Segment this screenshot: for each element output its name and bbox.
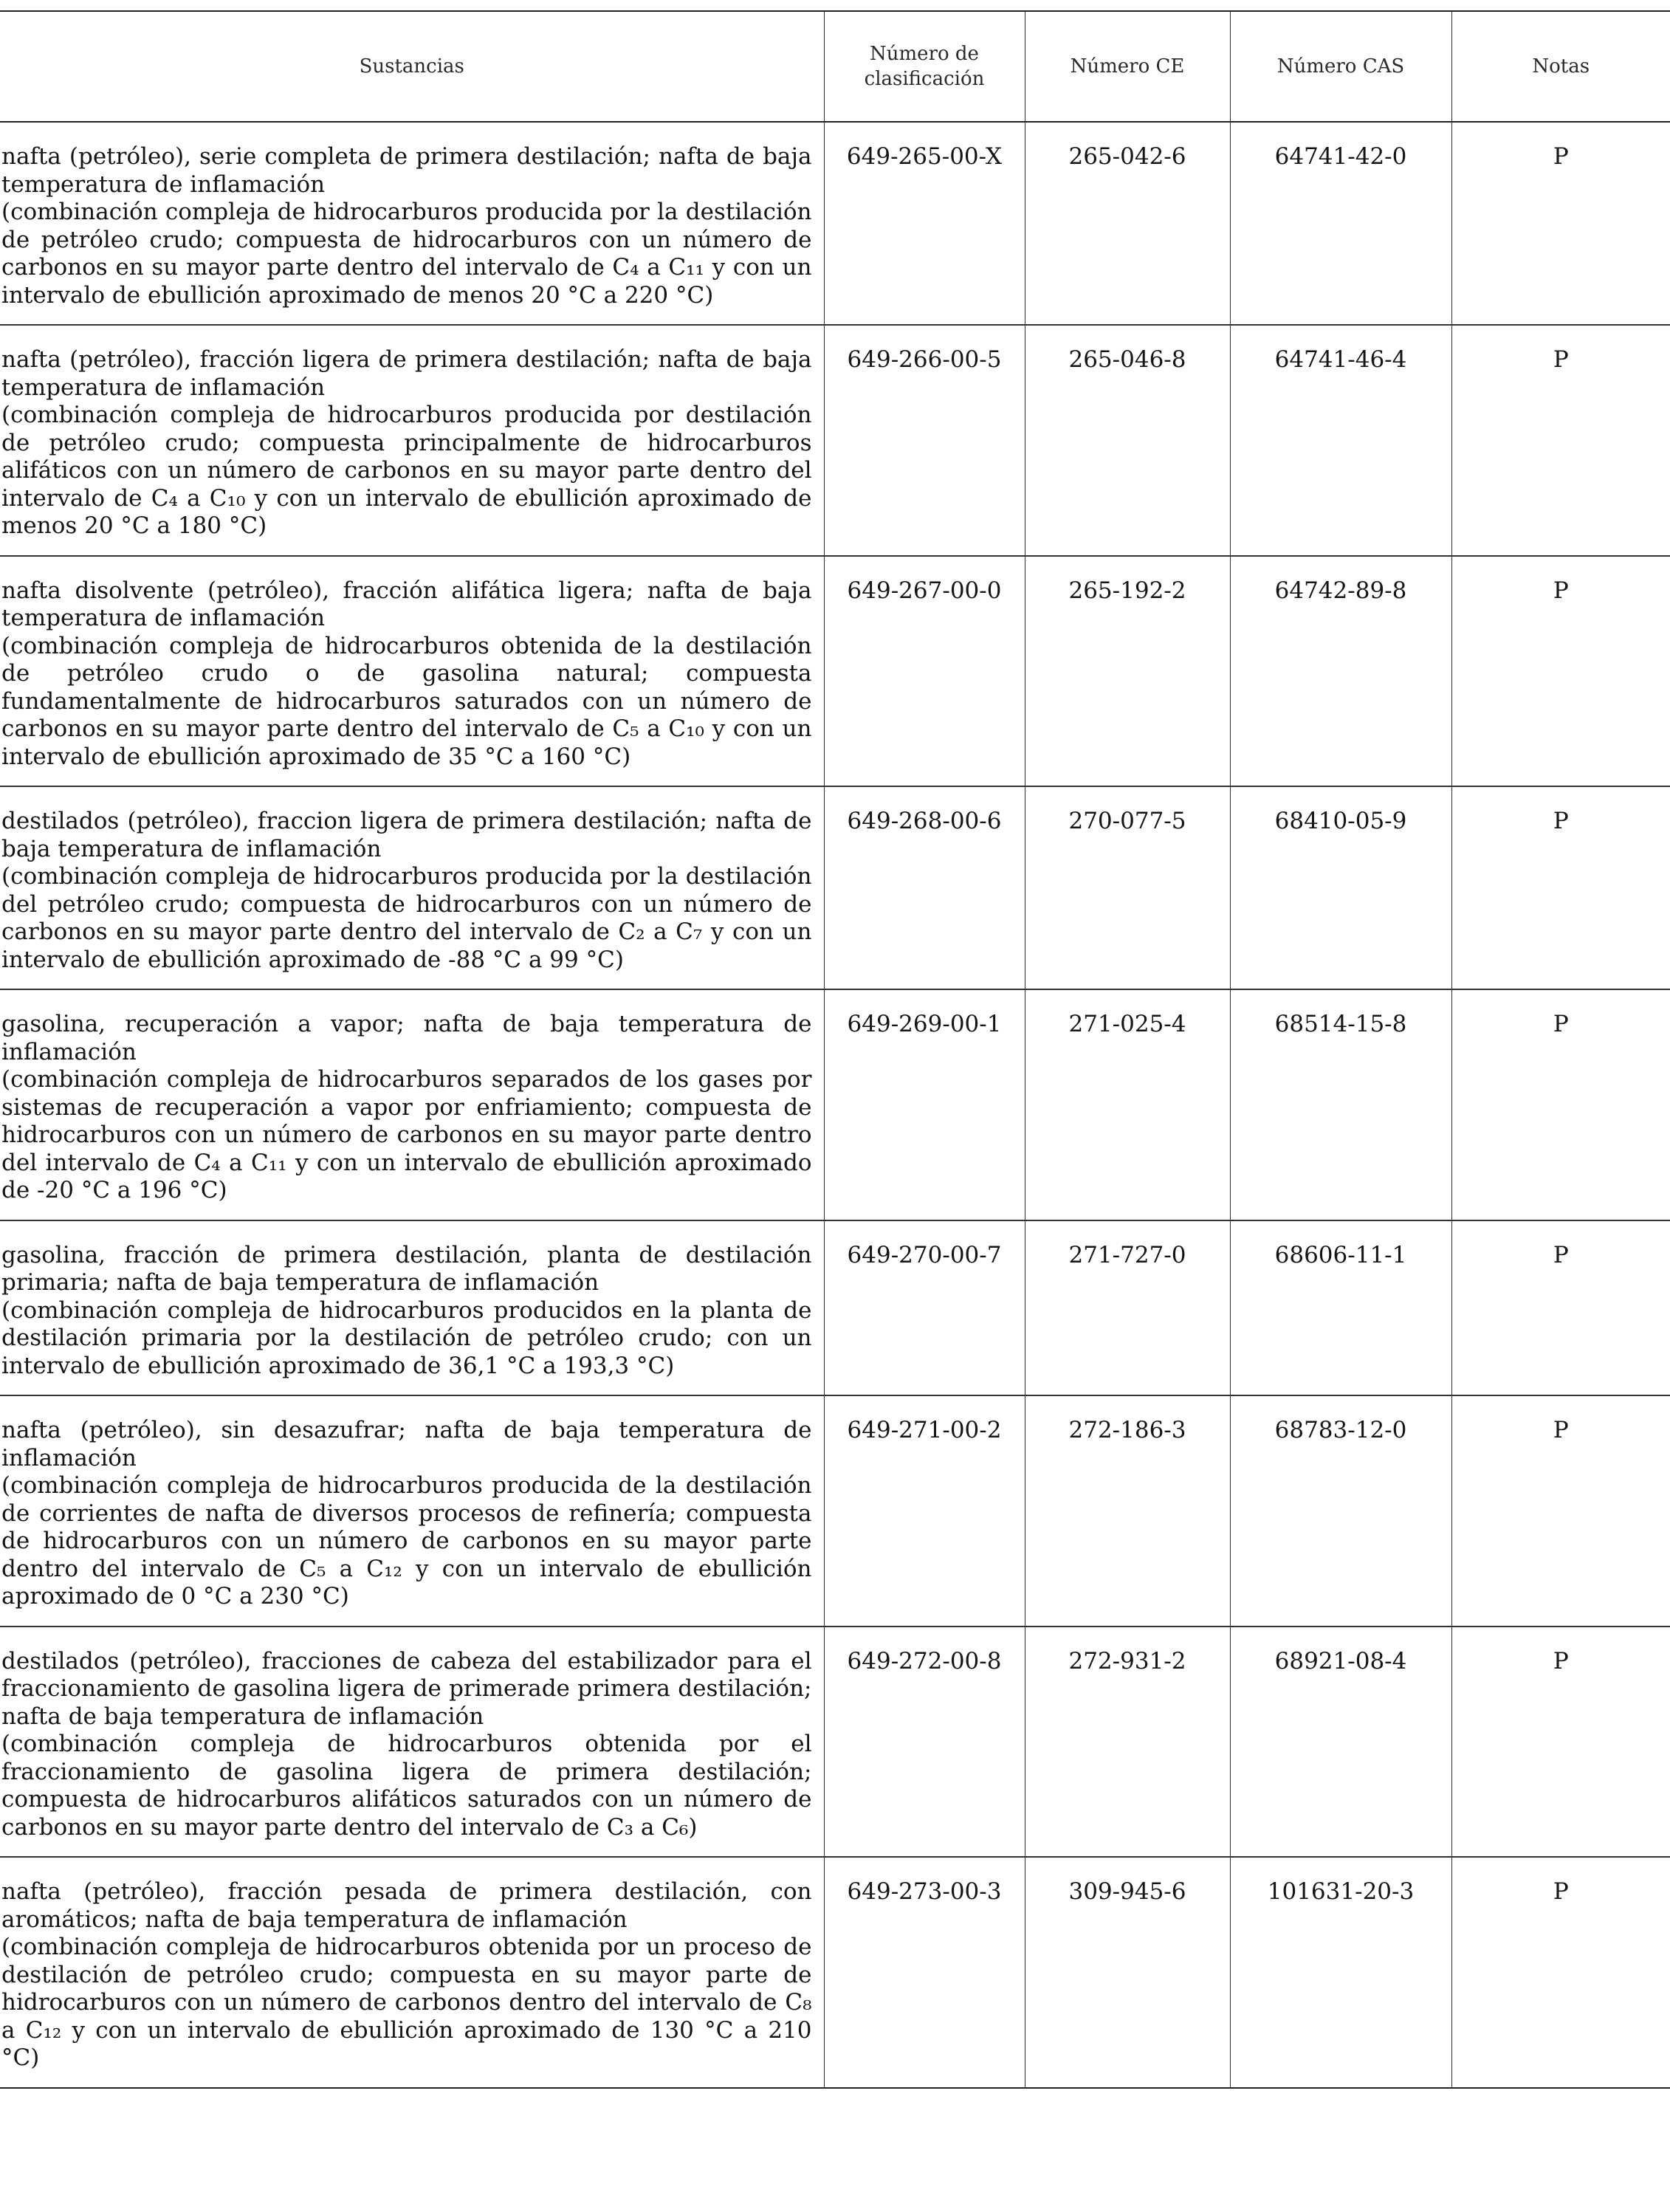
header-sustancias: Sustancias (0, 11, 824, 122)
substance-name: destilados (petróleo), fraccion ligera de primera destilación; nafta de baja temperatura de inflamación (1, 808, 812, 862)
cas-number: 68410-05-9 (1230, 786, 1451, 989)
classification-number: 649-270-00-7 (824, 1220, 1025, 1396)
cas-number: 64741-42-0 (1230, 122, 1451, 325)
classification-number: 649-265-00-X (824, 122, 1025, 325)
table-row (0, 1857, 1670, 2088)
substance-description: (combinación compleja de hidrocarburos obtenida por un proceso de destilación de petróleo crudo; compuesta en su mayor parte de hidrocarburos con un número de carbonos dentro del intervalo de C₈ a C₁₂ y con un intervalo de ebullición aproximado de 130 °C a 210 °C) (1, 1934, 812, 2071)
substance-name: nafta (petróleo), fracción ligera de primera destilación; nafta de baja temperatura de inflamación (1, 346, 812, 401)
classification-number: 649-269-00-1 (824, 989, 1025, 1220)
ce-number: 272-186-3 (1025, 1395, 1230, 1627)
header-notas: Notas (1451, 11, 1670, 122)
ce-number: 309-945-6 (1025, 1857, 1230, 2088)
ce-number: 265-046-8 (1025, 325, 1230, 556)
substance-cell (0, 1395, 824, 1627)
cas-number: 68514-15-8 (1230, 989, 1451, 1220)
ce-number: 265-042-6 (1025, 122, 1230, 325)
substance-name: nafta (petróleo), serie completa de primera destilación; nafta de baja temperatura de inflamación (1, 143, 812, 198)
classification-number: 649-267-00-0 (824, 556, 1025, 787)
substance-name: destilados (petróleo), fracciones de cabeza del estabilizador para el fraccionamiento de gasolina ligera de primerade primera destilación; nafta de baja temperatura de inflamación (1, 1647, 812, 1730)
header-row (0, 11, 1670, 122)
notes-cell: P (1451, 325, 1670, 556)
substance-name: gasolina, fracción de primera destilación, planta de destilación primaria; nafta de baja temperatura de inflamación (1, 1241, 812, 1296)
substance-description: (combinación compleja de hidrocarburos producida por la destilación de petróleo crudo; compuesta de hidrocarburos con un número de carbonos en su mayor parte dentro del intervalo de C₄ a C₁₁ y con un intervalo de ebullición aproximado de menos 20 °C a 220 °C) (1, 199, 812, 309)
substance-cell (0, 325, 824, 556)
table-row (0, 786, 1670, 989)
notes-cell: P (1451, 989, 1670, 1220)
table-row (0, 325, 1670, 556)
ce-number: 265-192-2 (1025, 556, 1230, 787)
cas-number: 68921-08-4 (1230, 1627, 1451, 1858)
substance-description: (combinación compleja de hidrocarburos producida de la destilación de corrientes de nafta de diversos procesos de refinería; compuesta de hidrocarburos con un número de carbonos en su mayor parte dentro del intervalo de C₅ a C₁₂ y con un intervalo de ebullición aproximado de 0 °C a 230 °C) (1, 1472, 812, 1610)
ce-number: 270-077-5 (1025, 786, 1230, 989)
cas-number: 101631-20-3 (1230, 1857, 1451, 2088)
substance-name: nafta disolvente (petróleo), fracción alifática ligera; nafta de baja temperatura de inflamación (1, 577, 812, 631)
table-row (0, 122, 1670, 325)
classification-number: 649-273-00-3 (824, 1857, 1025, 2088)
notes-cell: P (1451, 1857, 1670, 2088)
substance-cell (0, 1857, 824, 2088)
substance-cell (0, 989, 824, 1220)
substance-description: (combinación compleja de hidrocarburos obtenida por el fraccionamiento de gasolina ligera de primera destilación; compuesta de hidrocarburos alifáticos saturados con un número de carbonos en su mayor parte dentro del intervalo de C₃ a C₆) (1, 1731, 812, 1841)
ce-number: 271-025-4 (1025, 989, 1230, 1220)
header-numero-ce: Número CE (1025, 11, 1230, 122)
table-row (0, 1627, 1670, 1858)
substance-cell (0, 1627, 824, 1858)
cas-number: 68783-12-0 (1230, 1395, 1451, 1627)
substance-name: nafta (petróleo), fracción pesada de primera destilación, con aromáticos; nafta de baja temperatura de inflamación (1, 1878, 812, 1933)
table-row (0, 1395, 1670, 1627)
substance-cell (0, 786, 824, 989)
notes-cell: P (1451, 1395, 1670, 1627)
substance-name: nafta (petróleo), sin desazufrar; nafta de baja temperatura de inflamación (1, 1417, 812, 1471)
substance-cell (0, 556, 824, 787)
substance-description: (combinación compleja de hidrocarburos producidos en la planta de destilación primaria por la destilación de petróleo crudo; con un intervalo de ebullición aproximado de 36,1 °C a 193,3 °C) (1, 1296, 812, 1379)
substance-name: gasolina, recuperación a vapor; nafta de baja temperatura de inflamación (1, 1011, 812, 1065)
table-row (0, 1220, 1670, 1396)
notes-cell: P (1451, 122, 1670, 325)
substance-cell (0, 1220, 824, 1396)
table-header (0, 11, 1670, 122)
cas-number: 64742-89-8 (1230, 556, 1451, 787)
notes-cell: P (1451, 556, 1670, 787)
table-row (0, 989, 1670, 1220)
substance-description: (combinación compleja de hidrocarburos separados de los gases por sistemas de recuperación a vapor por enfriamiento; compuesta de hidrocarburos con un número de carbonos en su mayor parte dentro del intervalo de C₄ a C₁₁ y con un intervalo de ebullición aproximado de -20 °C a 196 °C) (1, 1066, 812, 1203)
header-numero-clasificacion: Número de clasificación (824, 11, 1025, 122)
substance-description: (combinación compleja de hidrocarburos producida por la destilación del petróleo crudo; compuesta de hidrocarburos con un número de carbonos en su mayor parte dentro del intervalo de C₂ a C₇ y con un intervalo de ebullición aproximado de -88 °C a 99 °C) (1, 863, 812, 973)
ce-number: 272-931-2 (1025, 1627, 1230, 1858)
substance-cell (0, 122, 824, 325)
substance-description: (combinación compleja de hidrocarburos producida por destilación de petróleo crudo; compuesta principalmente de hidrocarburos alifáticos con un número de carbonos en su mayor parte dentro del intervalo de C₄ a C₁₀ y con un intervalo de ebullición aproximado de menos 20 °C a 180 °C) (1, 402, 812, 539)
table-body (0, 122, 1670, 2088)
cas-number: 64741-46-4 (1230, 325, 1451, 556)
classification-number: 649-266-00-5 (824, 325, 1025, 556)
substance-description: (combinación compleja de hidrocarburos obtenida de la destilación de petróleo crudo o de gasolina natural; compuesta fundamentalmente de hidrocarburos saturados con un número de carbonos en su mayor parte dentro del intervalo de C₅ a C₁₀ y con un intervalo de ebullición aproximado de 35 °C a 160 °C) (1, 632, 812, 770)
notes-cell: P (1451, 1627, 1670, 1858)
substances-table (0, 10, 1670, 2089)
table-row (0, 556, 1670, 787)
classification-number: 649-272-00-8 (824, 1627, 1025, 1858)
ce-number: 271-727-0 (1025, 1220, 1230, 1396)
classification-number: 649-271-00-2 (824, 1395, 1025, 1627)
cas-number: 68606-11-1 (1230, 1220, 1451, 1396)
notes-cell: P (1451, 786, 1670, 989)
classification-number: 649-268-00-6 (824, 786, 1025, 989)
notes-cell: P (1451, 1220, 1670, 1396)
header-numero-cas: Número CAS (1230, 11, 1451, 122)
